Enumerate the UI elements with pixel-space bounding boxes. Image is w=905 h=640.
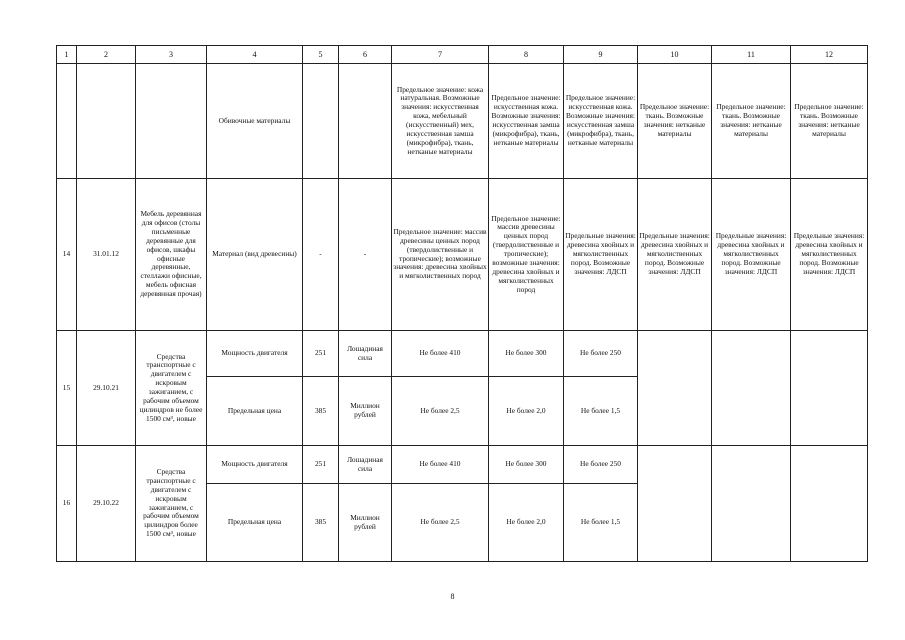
header-cell: 7 — [392, 46, 489, 64]
table-row-upholstery — [57, 64, 868, 179]
value-cell: Предельное значение: ткань. Возможные значения: нетканые материалы — [638, 64, 712, 179]
value-cell: Не более 300 — [489, 446, 564, 484]
empty-cell — [712, 331, 791, 446]
table-row-16-power — [57, 446, 868, 484]
value-cell: Предельное значение: массив древесины ценных пород (твердолиственные и тропические); возможные значения: древесина хвойных и мягколиственных пород — [489, 179, 564, 331]
empty-cell — [77, 64, 136, 179]
okei-code: - — [303, 179, 339, 331]
empty-cell — [303, 64, 339, 179]
value-cell: Не более 410 — [392, 446, 489, 484]
characteristic-name: Мощность двигателя — [207, 331, 303, 377]
value-cell: Предельное значение: кожа натуральная. Возможные значения: искусственная кожа, мебельный (искусственный) мех, искусственная замша (микрофибра), ткань, нетканые материалы — [392, 64, 489, 179]
value-cell: Предельное значение: ткань. Возможные значения: нетканые материалы — [712, 64, 791, 179]
row-number: 15 — [57, 331, 77, 446]
value-cell: Не более 2,0 — [489, 484, 564, 562]
item-description: Мебель деревянная для офисов (столы письменные деревянные для офисов, шкафы офисные деревянные, стеллажи офисные, мебель офисная деревянная прочая) — [136, 179, 207, 331]
empty-cell — [791, 331, 868, 446]
okei-code: 385 — [303, 484, 339, 562]
value-cell: Не более 2,5 — [392, 484, 489, 562]
header-cell: 10 — [638, 46, 712, 64]
value-cell: Предельное значение: искусственная кожа. Возможные значения: искусственная замша (микрофибра), ткань, нетканые материалы — [489, 64, 564, 179]
characteristic-name: Обивочные материалы — [207, 64, 303, 179]
header-cell: 4 — [207, 46, 303, 64]
unit-name: Лошадиная сила — [339, 446, 392, 484]
value-cell: Предельные значения: древесина хвойных и мягколиственных пород. Возможные значения: ЛДСП — [638, 179, 712, 331]
empty-cell — [638, 331, 712, 446]
value-cell: Предельные значения: древесина хвойных и мягколиственных пород. Возможные значения: ЛДСП — [564, 179, 638, 331]
okei-code: 385 — [303, 377, 339, 446]
characteristic-name: Материал (вид древесины) — [207, 179, 303, 331]
okei-code: 251 — [303, 446, 339, 484]
unit-name: - — [339, 179, 392, 331]
item-description: Средства транспортные с двигателем с искровым зажиганием, с рабочим объемом цилиндров более 1500 см³, новые — [136, 446, 207, 562]
empty-cell — [136, 64, 207, 179]
header-cell: 12 — [791, 46, 868, 64]
unit-name: Миллион рублей — [339, 484, 392, 562]
header-cell: 2 — [77, 46, 136, 64]
page-number: 8 — [450, 592, 455, 601]
empty-cell — [712, 446, 791, 562]
okpd-code: 31.01.12 — [77, 179, 136, 331]
okpd-code: 29.10.22 — [77, 446, 136, 562]
value-cell: Не более 410 — [392, 331, 489, 377]
value-cell: Не более 2,5 — [392, 377, 489, 446]
value-cell: Предельные значения: древесина хвойных и мягколиственных пород. Возможные значения: ЛДСП — [712, 179, 791, 331]
value-cell: Не более 2,0 — [489, 377, 564, 446]
table-row-14 — [57, 179, 868, 331]
header-cell: 1 — [57, 46, 77, 64]
characteristic-name: Предельная цена — [207, 484, 303, 562]
value-cell: Предельные значения: древесина хвойных и мягколиственных пород. Возможные значения: ЛДСП — [791, 179, 868, 331]
empty-cell — [638, 446, 712, 562]
header-cell: 8 — [489, 46, 564, 64]
table-row-15-power — [57, 331, 868, 377]
requirements-table — [56, 45, 868, 562]
value-cell: Предельное значение: искусственная кожа. Возможные значения: искусственная замша (микрофибра), ткань, нетканые материалы — [564, 64, 638, 179]
okei-code: 251 — [303, 331, 339, 377]
empty-cell — [791, 446, 868, 562]
value-cell: Не более 250 — [564, 446, 638, 484]
row-number: 14 — [57, 179, 77, 331]
row-number: 16 — [57, 446, 77, 562]
value-cell: Не более 300 — [489, 331, 564, 377]
header-cell: 6 — [339, 46, 392, 64]
empty-cell — [339, 64, 392, 179]
okpd-code: 29.10.21 — [77, 331, 136, 446]
header-cell: 5 — [303, 46, 339, 64]
characteristic-name: Предельная цена — [207, 377, 303, 446]
header-cell: 3 — [136, 46, 207, 64]
unit-name: Лошадиная сила — [339, 331, 392, 377]
value-cell: Не более 1,5 — [564, 484, 638, 562]
header-cell: 11 — [712, 46, 791, 64]
unit-name: Миллион рублей — [339, 377, 392, 446]
characteristic-name: Мощность двигателя — [207, 446, 303, 484]
value-cell: Предельное значение: массив древесины ценных пород (твердолиственные и тропические); возможные значения: древесина хвойных и мягколиственных пород — [392, 179, 489, 331]
item-description: Средства транспортные с двигателем с искровым зажиганием, с рабочим объемом цилиндров не более 1500 см³, новые — [136, 331, 207, 446]
value-cell: Не более 1,5 — [564, 377, 638, 446]
value-cell: Предельное значение: ткань. Возможные значения: нетканые материалы — [791, 64, 868, 179]
empty-cell — [57, 64, 77, 179]
value-cell: Не более 250 — [564, 331, 638, 377]
header-row — [57, 46, 868, 64]
header-cell: 9 — [564, 46, 638, 64]
